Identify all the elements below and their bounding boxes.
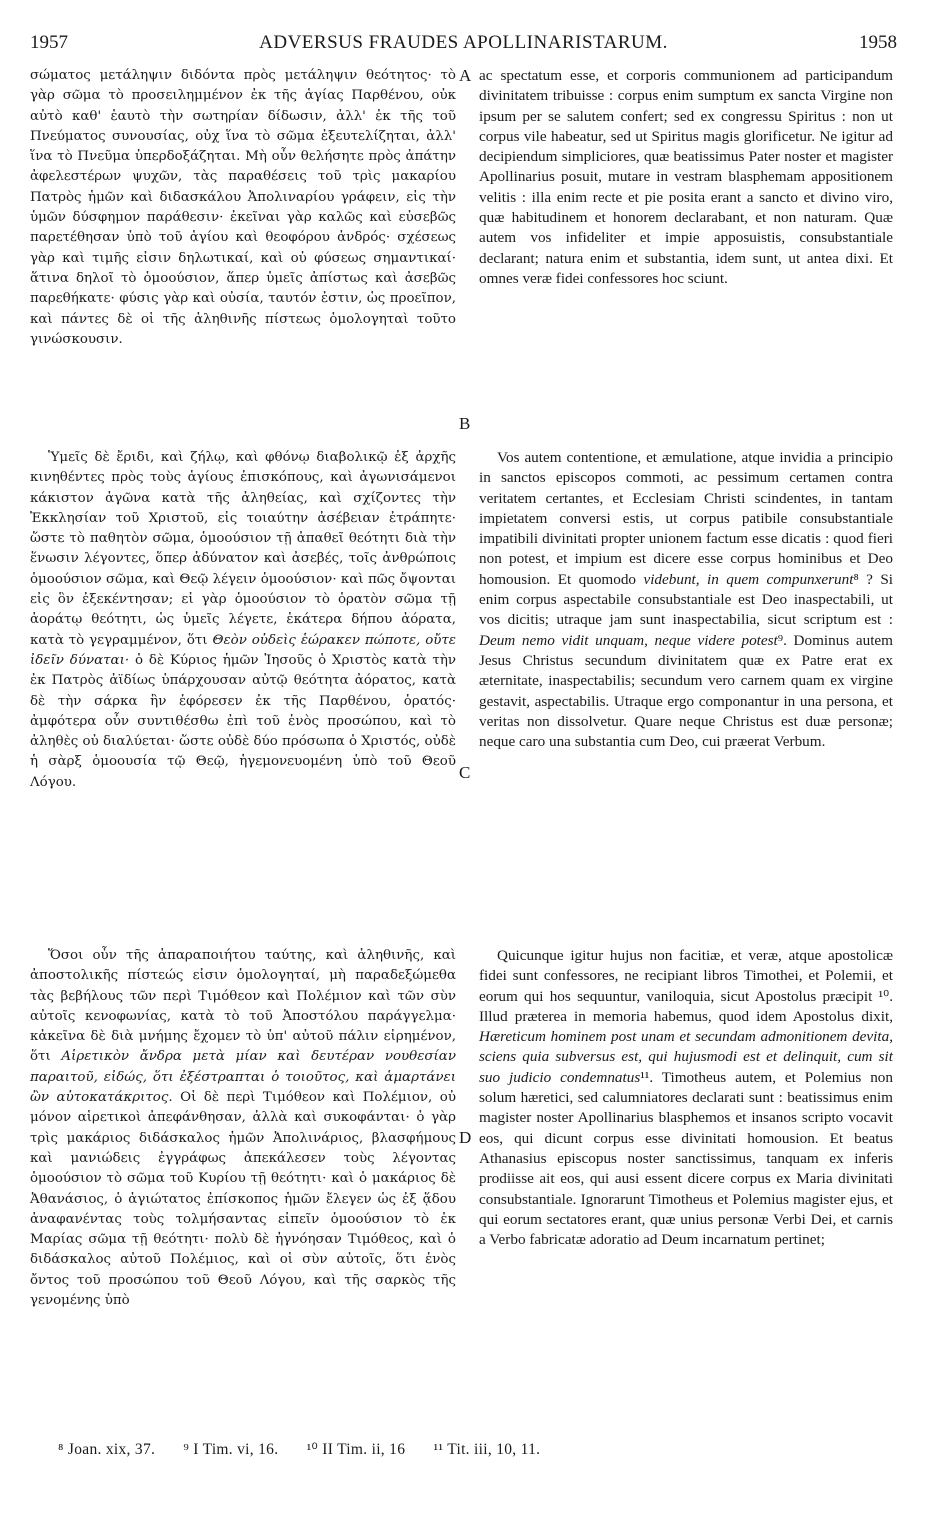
running-title: ADVERSUS FRAUDES APOLLINARISTARUM. [259, 32, 668, 53]
latin-paragraph-2-cont: ⁸ ? Si enim corpus aspectabile consubstantiale est Deo inaspectabili, ut vos dicitis; utraque jam sunt inaspectabilia, sicut scriptum est : [479, 570, 894, 629]
section-marker-a: A [459, 66, 472, 85]
footnote-8: ⁸ Joan. xix, 37. [58, 1441, 156, 1458]
footnote-11: ¹¹ Tit. iii, 10, 11. [433, 1441, 541, 1458]
latin-paragraph-2-text: Vos autem contentione, et æmulatione, atque invidia a principio in sanctos episcopos commoti, ac pessimum certamen contra veritatem certantes, et Ecclesiam Christi scindentes, in tantam impietatem conversi estis, ut corpus patibile consubstantiale impatibili divinitati propter unionem factum esse dicatis : quod fieri non potest, et impium est dicere esse corpus hominibus et Deo homousion. Et quomodo [479, 449, 893, 588]
footnotes [58, 1440, 897, 1459]
latin-paragraph-3-cont: ¹¹. Timotheus autem, et Polemius non solum hæretici, sed calumniatores declarati sunt : beatissimus enim magister noster Apollinarius blasphemos et insanos scripto vocavit eos, qui dicunt corpus esse divinitati homousion. Et beatus Athanasius episcopus noster sanctissimus, tanquam ex inferis prodiisse ait eos, qui ausi essent dicere corpus ex Maria divinitati consubstantiale. Ignorarunt Timotheus et Polemius magister ejus, et qui eorum sectatores erant, quæ unius personæ Verbi Dei, et carnis a Verbo fabricatæ adoratio ad Deum incarnatum pertinet; [479, 1068, 893, 1249]
latin-quote-2: Deum nemo vidit unquam, neque videre potest [479, 631, 778, 649]
greek-paragraph-3 [30, 946, 456, 1311]
greek-paragraph-1: σώματος μετάληψιν διδόντα πρὸς μετάληψιν θεότητος· τὸ γὰρ σῶμα τὸ προσειλημμένον ἐκ τῆς ἁγίας Παρθένου, οὐκ αὐτὸ καθ' ἑαυτὸ τὴν σωτηρίαν δίδωσιν, ἀλλ' ἐκ τῆς τοῦ Πνεύματος συνουσίας, οὐχ ἵνα τὸ σῶμα ἐξευτελίζηται, ἀλλ' ἵνα τὸ Πνεῦμα ὑπερδοξάζηται. Μὴ οὖν θελήσητε πρὸς ἀπάτην ἀφελεστέρων ψυχῶν, τὰς παραθέσεις τοῦ τρὶς μακαρίου Πατρὸς ἡμῶν καὶ διδασκάλου Ἀπολιναρίου γράφειν, εἰς τὴν ὑμῶν δύσφημον παράθεσιν· ἐκεῖναι γὰρ καλῶς καὶ εὐσεβῶς παρετέθησαν ὑπὸ τοῦ ἁγίου καὶ θεοφόρου ἀνδρός· σχέσεως γὰρ καὶ τιμῆς εἰσιν δηλωτικαί, καὶ οὐ φύσεως σημαντικαί· ἅτινα δηλοῖ τὸ ὁμοούσιον, ἅπερ ὑμεῖς ἀπίστως καὶ ἀσεβῶς παρεθήκατε· φύσις γὰρ καὶ οὐσία, ταυτόν ἐστιν, ὡς προεῖπον, καὶ πάντες δὲ οἱ τῆς ἀληθινῆς πίστεως ὁμολογηταὶ τοῦτο γινώσκουσιν. [30, 68, 456, 347]
latin-paragraph-3 [479, 946, 893, 1250]
latin-paragraph-1: ac spectatum esse, et corporis communionem ad participandum divinitatem tribuisse : corpus enim sumptum ex sancta Virgine non ipsum per se salutem confert; sed ex congressu Spiritus : non ut corpus vile habeatur, sed ut Spiritus magis glorificetur. Ne igitur ad decipiendum simpliciores, quæ beatissimus Pater noster et magister Apollinarius posuit, mutare in vestram blasphemam appositionem velitis : illa enim recte et pie posita erant a sancto et divino viro, quæ habitudinem et honorem declarabant, et non naturam. Quæ autem vos infideliter et impie apposuistis, consubstantiale declarant; natura enim et substantia, idem sunt, ut antea dixi. Et omnes veræ fidei confessores hoc sciunt. [479, 67, 893, 287]
latin-paragraph-3-text: Quicunque igitur hujus non facitiæ, et veræ, atque apostolicæ fidei sunt confessores, ne recipiant libros Timothei, et Polemii, et eorum qui hos sequuntur, vaniloquia, sicut Apostolus præcipit ¹⁰. Illud præterea in memoria habemus, quod idem Apostolus dixit, [479, 947, 893, 1025]
greek-paragraph-2-text: Ὑμεῖς δὲ ἔριδι, καὶ ζήλῳ, καὶ φθόνῳ διαβολικῷ ἐξ ἀρχῆς κινηθέντες πρὸς τοὺς ἁγίους ἐπισκόπους, καὶ ἀγωνισάμενοι κάκιστον ἀγῶνα κατὰ τῆς ἀληθείας, καὶ σχίζοντες τὴν Ἐκκλησίαν τοῦ Χριστοῦ, εἰς τοιαύτην ἀσέβειαν ἐτράπητε· ὥστε τὸ παθητὸν σῶμα, ὁμοούσιον τῇ ἀπαθεῖ θεότητι διὰ τὴν ἕνωσιν λέγοντες, ὅπερ ἀδύνατον καὶ ἀσεβές, τοῖς ἀνθρώποις ὁμοούσιον σῶμα, καὶ Θεῷ λέγειν ὁμοούσιον· καὶ πῶς ὄψονται εἰς ὃν ἐξεκέντησαν; εἰ γὰρ ὁμοούσιον τὸ ὁρατὸν σῶμα τῇ ἀοράτῳ θεότητι, ὡς ὑμεῖς λέγετε, ἑκάτερα δήπου ἀόρατα, κατὰ τὸ γεγραμμένον, ὅτι [30, 450, 456, 648]
latin-quote-3: Hæreticum hominem post unam et secundam admonitionem devita, sciens quia subversus est, qui hujusmodi est et delinquit, cum sit suo judicio condemnatus [479, 1028, 893, 1086]
section-marker-c: C [459, 763, 471, 782]
latin-paragraph-2-end: ⁹. Dominus autem Jesus Christus secundum divinitatem quæ ex Patre erat ex æternitate, inaspectabilis; secundum vero carnem quam ex virgine gestavit, aspectabilis. Utraque ergo componantur in una persona, et veritas non dissolvetur. Quare neque Christus est duæ personæ; neque caro una substantia cum Deo, cui præerat Verbum. [479, 631, 893, 751]
page-header [30, 32, 897, 56]
latin-paragraph-2 [479, 448, 893, 752]
greek-paragraph-2 [30, 448, 456, 793]
greek-paragraph-2-cont: ὁ δὲ Κύριος ἡμῶν Ἰησοῦς ὁ Χριστὸς κατὰ τὴν ἐκ Πατρὸς ἀϊδίως ὑπάρχουσαν αὐτῷ θεότητα ἀόρατος, κατὰ δὲ τὴν σάρκα ἣν ἐφόρεσεν ἐκ τῆς Παρθένου, ὁρατός· ἀμφότερα οὖν συντιθέσθω ἐπὶ τοῦ ἑνὸς προσώπου, καὶ τὸ ἀληθὲς οὐ διαλύεται· ὥστε οὐδὲ δύο πρόσωπα ὁ Χριστός, οὐδὲ ἡ σὰρξ ὁμοουσία τῷ Θεῷ, ἡγεμονευομένη ὑπὸ τοῦ Θεοῦ Λόγου. [30, 652, 456, 790]
greek-paragraph-3-text: Ὅσοι οὖν τῆς ἀπαραποιήτου ταύτης, καὶ ἀληθινῆς, καὶ ἀποστολικῆς πίστεώς εἰσιν ὁμολογηταί, μὴ παραδεξώμεθα τὰς βεβήλους τῶν περὶ Τιμόθεον καὶ Πολέμιον καὶ τῶν σὺν αὐτοῖς κενοφωνίας, κατὰ τὸ τοῦ Ἀποστόλου παράγγελμα· κἀκεῖνα δὲ διὰ μνήμης ἔχομεν τὸ ὑπ' αὐτοῦ πάλιν εἰρημένον, ὅτι [30, 948, 456, 1065]
page-number-right: 1958 [859, 32, 897, 53]
greek-column-section-d [30, 946, 456, 1311]
greek-column-section-a [30, 66, 456, 350]
footnote-10: ¹⁰ II Tim. ii, 16 [306, 1441, 406, 1458]
section-marker-d: D [459, 1128, 472, 1147]
latin-column-section-b [479, 448, 893, 752]
greek-quote-1: Θεὸν οὐδεὶς ἑώρακεν πώποτε, οὔτε ἰδεῖν δύναται· [30, 632, 456, 668]
greek-column-section-b [30, 448, 456, 793]
greek-quote-2: Αἱρετικὸν ἄνδρα μετὰ μίαν καὶ δευτέραν νουθεσίαν παραιτοῦ, εἰδώς, ὅτι ἐξέστραπται ὁ τοιοῦτος, καὶ ἁμαρτάνει ὢν αὐτοκατάκριτος. [30, 1049, 456, 1106]
greek-paragraph-3-cont: Οἱ δὲ περὶ Τιμόθεον καὶ Πολέμιον, οὐ μόνον αἱρετικοὶ ἀπεφάνθησαν, ἀλλὰ καὶ συκοφάνται· ὁ γὰρ τρὶς μακάριος διδάσκαλος ἡμῶν Ἀπολινάριος, βλασφήμους καὶ μανιώδεις ἐγγράφως ἀπεκάλεσεν τοὺς λέγοντας ὁμοούσιον τὸ σῶμα τοῦ Κυρίου τῇ θεότητι· καὶ ὁ μακάριος δὲ Ἀθανάσιος, ὁ ἁγιώτατος ἐπίσκοπος ἡμῶν ἔλεγεν ὡς ἐξ ᾅδου ἀναφανέντας τοὺς τολμήσαντας εἰπεῖν ὁμοούσιον τὸ ἐκ Μαρίας σῶμα τῇ θεότητι· πολὺ δὲ ἠγνόησαν Τιμόθεος, καὶ ὁ διδάσκαλος αὐτοῦ Πολέμιος, καὶ οἱ σὺν αὐτοῖς, ὅτι ἑνὸς ὄντος τοῦ προσώπου τοῦ Θεοῦ Λόγου, καὶ τῆς σαρκὸς τῆς γενομένης ὑπὸ [30, 1090, 456, 1309]
latin-column-section-d [479, 946, 893, 1250]
latin-quote-1: videbunt, in quem compunxerunt [643, 570, 854, 588]
section-marker-b: B [459, 414, 471, 433]
latin-column-section-a [479, 66, 893, 289]
page-number-left: 1957 [30, 32, 68, 53]
footnote-9: ⁹ I Tim. vi, 16. [183, 1441, 279, 1458]
